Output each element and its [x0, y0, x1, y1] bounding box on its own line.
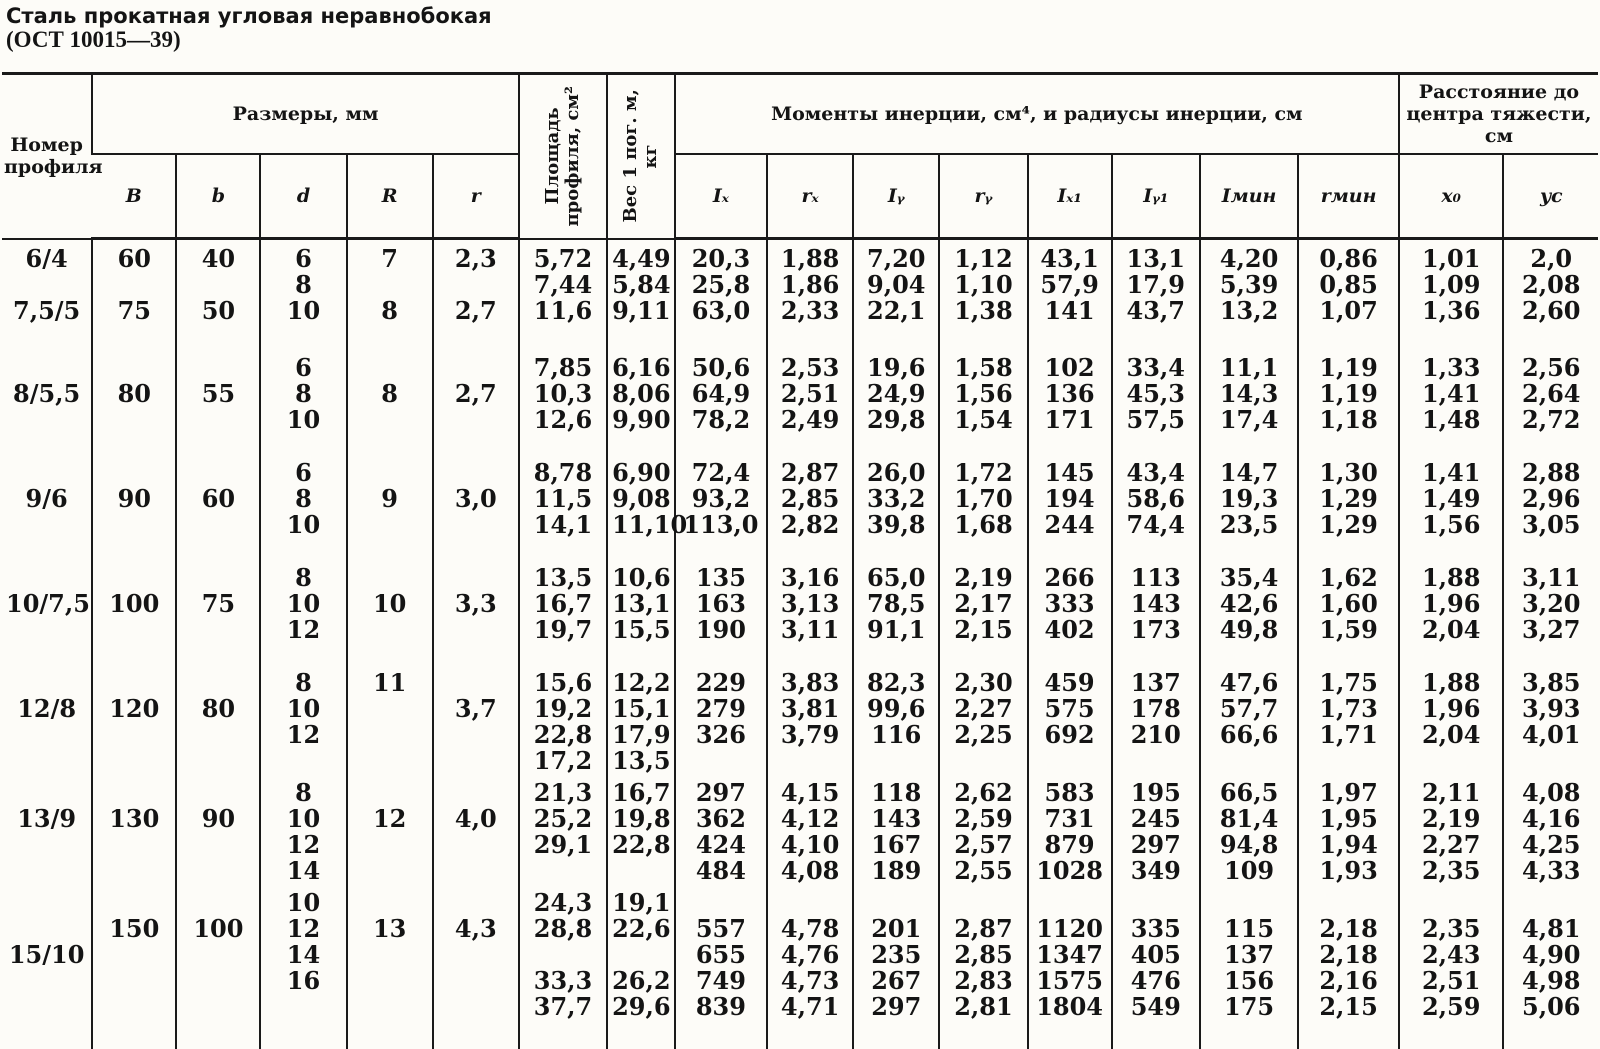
col-Imin: Iмин [1200, 154, 1298, 239]
cell-r: 11 [347, 664, 433, 774]
cell-ry: 2,62 2,59 2,57 2,55 [939, 774, 1027, 884]
cell-iy: 26,0 33,2 39,8 [853, 454, 939, 559]
cell-profile: 12/8 [17, 693, 77, 723]
cell-profile: 13/9 [17, 803, 77, 833]
cell-ix: 72,4 93,2 113,0 [675, 454, 767, 559]
cell-iy: 7,20 9,04 22,1 [853, 239, 939, 349]
cell-iy1: 195 245 297 349 [1112, 774, 1200, 884]
cell-ry: 1,72 1,70 1,68 [939, 454, 1027, 559]
cell-iy: 82,3 99,6 116 [853, 664, 939, 774]
cell-d: 8 10 12 [260, 559, 346, 664]
cell-rmin: 2,18 2,18 2,16 2,15 [1298, 884, 1399, 1049]
cell-profile: 15/10 [8, 939, 85, 969]
cell-imin: 14,7 19,3 23,5 [1200, 454, 1298, 559]
col-x0: x₀ [1399, 154, 1504, 239]
col-R: R [347, 154, 433, 239]
cell-b: 100 [176, 884, 260, 1049]
cell-ix: 229 279 326 [675, 664, 767, 774]
header-profile: Номер профиля [2, 74, 92, 239]
cell-profile: 6/4 7,5/5 [13, 243, 81, 325]
cell-ix1: 1120 1347 1575 1804 [1028, 884, 1112, 1049]
cell-r: 3,0 [433, 454, 519, 559]
cell-yc: 4,08 4,16 4,25 4,33 [1503, 774, 1598, 884]
angle-steel-table [2, 72, 1598, 1049]
cell-rmin: 1,97 1,95 1,94 1,93 [1298, 774, 1399, 884]
cell-area: 21,3 25,2 29,1 [519, 774, 607, 884]
cell-imin: 115 137 156 175 [1200, 884, 1298, 1049]
cell-profile: 9/6 [25, 483, 68, 513]
table-row [2, 559, 1598, 664]
col-rx: rₓ [767, 154, 853, 239]
cell-b: 60 [176, 454, 260, 559]
cell-yc: 3,11 3,20 3,27 [1503, 559, 1598, 664]
cell-iy: 201 235 267 297 [853, 884, 939, 1049]
table-row [2, 884, 1598, 1049]
header-distance: Расстояние до центра тяжести, см [1399, 74, 1598, 155]
cell-iy1: 113 143 173 [1112, 559, 1200, 664]
cell-d: 6 8 10 [260, 454, 346, 559]
cell-area: 13,5 16,7 19,7 [519, 559, 607, 664]
col-r: r [433, 154, 519, 239]
cell-x0: 1,88 1,96 2,04 [1399, 559, 1504, 664]
cell-rx: 3,16 3,13 3,11 [767, 559, 853, 664]
cell-b: 90 [176, 774, 260, 884]
cell-weight: 19,1 22,6 26,2 29,6 [607, 884, 675, 1049]
cell-b: 55 [176, 349, 260, 454]
col-Iy1: Iᵧ₁ [1112, 154, 1200, 239]
cell-imin: 66,5 81,4 94,8 109 [1200, 774, 1298, 884]
cell-ix1: 102 136 171 [1028, 349, 1112, 454]
cell-yc: 2,88 2,96 3,05 [1503, 454, 1598, 559]
table-row [2, 239, 1598, 349]
cell-ry: 2,30 2,27 2,25 [939, 664, 1027, 774]
cell-b: 100 [92, 559, 176, 664]
cell-b: 60 75 [92, 239, 176, 349]
cell-rx: 3,83 3,81 3,79 [767, 664, 853, 774]
cell-area: 7,85 10,3 12,6 [519, 349, 607, 454]
cell-iy1: 335 405 476 549 [1112, 884, 1200, 1049]
cell-b: 120 [92, 664, 176, 774]
cell-r: 4,0 [433, 774, 519, 884]
cell-ix: 135 163 190 [675, 559, 767, 664]
cell-area: 8,78 11,5 14,1 [519, 454, 607, 559]
cell-rmin: 0,86 0,85 1,07 [1298, 239, 1399, 349]
cell-area: 24,3 28,8 33,3 37,7 [519, 884, 607, 1049]
cell-x0: 1,01 1,09 1,36 [1399, 239, 1504, 349]
cell-r: 2,7 [433, 349, 519, 454]
cell-ry: 1,58 1,56 1,54 [939, 349, 1027, 454]
cell-r: 10 [347, 559, 433, 664]
cell-d: 8 10 12 14 [260, 774, 346, 884]
cell-iy1: 33,4 45,3 57,5 [1112, 349, 1200, 454]
cell-r: 3,7 [433, 664, 519, 774]
cell-rmin: 1,62 1,60 1,59 [1298, 559, 1399, 664]
col-Ix1: Iₓ₁ [1028, 154, 1112, 239]
cell-ix1: 459 575 692 [1028, 664, 1112, 774]
cell-r: 7 8 [347, 239, 433, 349]
header-sizes: Размеры, мм [92, 74, 519, 155]
cell-d: 10 12 14 16 [260, 884, 346, 1049]
col-b: b [176, 154, 260, 239]
cell-iy1: 43,4 58,6 74,4 [1112, 454, 1200, 559]
cell-iy1: 13,1 17,9 43,7 [1112, 239, 1200, 349]
cell-x0: 1,41 1,49 1,56 [1399, 454, 1504, 559]
cell-r: 12 [347, 774, 433, 884]
cell-b: 80 [176, 664, 260, 774]
cell-b: 150 [92, 884, 176, 1049]
col-Iy: Iᵧ [853, 154, 939, 239]
cell-b: 130 [92, 774, 176, 884]
cell-r: 13 [347, 884, 433, 1049]
cell-r: 9 [347, 454, 433, 559]
cell-rx: 2,87 2,85 2,82 [767, 454, 853, 559]
cell-r: 3,3 [433, 559, 519, 664]
cell-x0: 2,35 2,43 2,51 2,59 [1399, 884, 1504, 1049]
cell-ix: 20,3 25,8 63,0 [675, 239, 767, 349]
standard-line: (ОСТ 10015—39) [6, 27, 181, 52]
cell-iy1: 137 178 210 [1112, 664, 1200, 774]
cell-weight: 6,16 8,06 9,90 [607, 349, 675, 454]
cell-ix1: 266 333 402 [1028, 559, 1112, 664]
cell-imin: 4,20 5,39 13,2 [1200, 239, 1298, 349]
cell-rx: 2,53 2,51 2,49 [767, 349, 853, 454]
header-weight: Вес 1 пог. м, кг [607, 74, 675, 239]
col-ry: rᵧ [939, 154, 1027, 239]
col-d: d [260, 154, 346, 239]
cell-weight: 6,90 9,08 11,10 [607, 454, 675, 559]
cell-r: 4,3 [433, 884, 519, 1049]
header-area: Площадь профиля, см² [519, 74, 607, 239]
cell-d: 8 10 12 [260, 664, 346, 774]
cell-imin: 35,4 42,6 49,8 [1200, 559, 1298, 664]
cell-rmin: 1,30 1,29 1,29 [1298, 454, 1399, 559]
cell-rx: 4,78 4,76 4,73 4,71 [767, 884, 853, 1049]
cell-imin: 11,1 14,3 17,4 [1200, 349, 1298, 454]
col-rmin: rмин [1298, 154, 1399, 239]
table-row [2, 774, 1598, 884]
cell-weight: 16,7 19,8 22,8 [607, 774, 675, 884]
table-row [2, 349, 1598, 454]
document-title [6, 4, 492, 52]
table-body [2, 239, 1598, 1049]
title-line: Сталь прокатная угловая неравнобокая [6, 4, 492, 28]
cell-weight: 4,49 5,84 9,11 [607, 239, 675, 349]
cell-iy: 65,0 78,5 91,1 [853, 559, 939, 664]
cell-profile: 10/7,5 [6, 588, 90, 618]
cell-profile: 8/5,5 [13, 378, 81, 408]
cell-ry: 2,19 2,17 2,15 [939, 559, 1027, 664]
cell-area: 5,72 7,44 11,6 [519, 239, 607, 349]
cell-b: 80 [92, 349, 176, 454]
cell-weight: 10,6 13,1 15,5 [607, 559, 675, 664]
table-row [2, 664, 1598, 774]
cell-yc: 2,0 2,08 2,60 [1503, 239, 1598, 349]
cell-r: 8 [347, 349, 433, 454]
cell-iy: 19,6 24,9 29,8 [853, 349, 939, 454]
col-yc: yс [1503, 154, 1598, 239]
col-Ix: Iₓ [675, 154, 767, 239]
header-moments: Моменты инерции, см⁴, и радиусы инерции, см [675, 74, 1399, 155]
cell-weight: 12,2 15,1 17,9 13,5 [607, 664, 675, 774]
cell-rmin: 1,75 1,73 1,71 [1298, 664, 1399, 774]
cell-rx: 4,15 4,12 4,10 4,08 [767, 774, 853, 884]
cell-ix1: 145 194 244 [1028, 454, 1112, 559]
cell-ix: 50,6 64,9 78,2 [675, 349, 767, 454]
cell-rmin: 1,19 1,19 1,18 [1298, 349, 1399, 454]
cell-area: 15,6 19,2 22,8 17,2 [519, 664, 607, 774]
cell-d: 6 8 10 [260, 239, 346, 349]
cell-rx: 1,88 1,86 2,33 [767, 239, 853, 349]
cell-x0: 1,88 1,96 2,04 [1399, 664, 1504, 774]
cell-x0: 2,11 2,19 2,27 2,35 [1399, 774, 1504, 884]
cell-yc: 2,56 2,64 2,72 [1503, 349, 1598, 454]
cell-b: 40 50 [176, 239, 260, 349]
cell-x0: 1,33 1,41 1,48 [1399, 349, 1504, 454]
cell-ry: 1,12 1,10 1,38 [939, 239, 1027, 349]
cell-yc: 3,85 3,93 4,01 [1503, 664, 1598, 774]
cell-ix1: 583 731 879 1028 [1028, 774, 1112, 884]
cell-iy: 118 143 167 189 [853, 774, 939, 884]
cell-b: 90 [92, 454, 176, 559]
cell-ry: 2,87 2,85 2,83 2,81 [939, 884, 1027, 1049]
cell-b: 75 [176, 559, 260, 664]
cell-ix: 557 655 749 839 [675, 884, 767, 1049]
col-B: B [92, 154, 176, 239]
cell-d: 6 8 10 [260, 349, 346, 454]
cell-imin: 47,6 57,7 66,6 [1200, 664, 1298, 774]
cell-r: 2,3 2,7 [433, 239, 519, 349]
cell-ix1: 43,1 57,9 141 [1028, 239, 1112, 349]
cell-ix: 297 362 424 484 [675, 774, 767, 884]
table-row [2, 454, 1598, 559]
cell-yc: 4,81 4,90 4,98 5,06 [1503, 884, 1598, 1049]
